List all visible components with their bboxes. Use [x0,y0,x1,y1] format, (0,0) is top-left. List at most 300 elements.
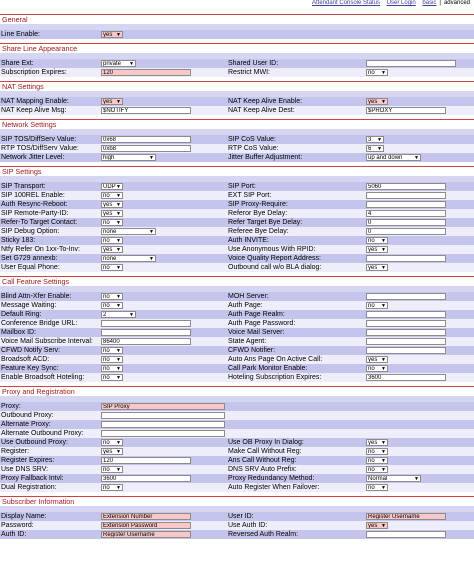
sip-port-label: SIP Port: [228,183,256,190]
nat-keep-alive-enable-label: NAT Keep Alive Enable: [228,98,303,105]
setting-row [0,254,474,263]
use-dns-srv-label: Use DNS SRV: [1,466,49,473]
use-outbound-proxy-select[interactable] [101,439,123,446]
restrict-mwi-label: Restrict MWI: [228,69,270,76]
user-id-input[interactable]: Register Username [366,513,446,520]
make-call-without-reg-select[interactable] [366,448,388,455]
reversed-auth-realm-cell [366,530,474,539]
network-jitter-level-label: Network Jitter Level: [1,154,65,161]
auth-resync-reboot-label: Auth Resync-Reboot: [1,201,68,208]
alternate-outbound-proxy-label: Alternate Outbound Proxy: [1,430,84,437]
use-ob-proxy-in-dialog-cell [366,438,474,447]
line-enable-value: yes [103,32,113,38]
sip-remote-party-id-label: SIP Remote-Party-ID: [1,210,69,217]
refer-target-bye-delay-cell [366,218,474,227]
use-dns-srv-select[interactable] [101,466,123,473]
sip-cos-value-label: SIP CoS Value: [228,136,276,143]
setting-row [0,346,474,355]
setting-row [0,373,474,382]
auto-ans-page-on-active-call-label: Auto Ans Page On Active Call: [228,356,323,363]
broadsoft-acd-cell [101,355,225,364]
restrict-mwi-select[interactable] [366,69,388,76]
proxy-fallback-intvl-cell [101,474,225,483]
jitter-buffer-adjustment-cell [366,153,474,162]
sip-transport-select[interactable] [101,183,123,190]
blind-attn-xfer-enable-label: Blind Attn-Xfer Enable: [1,293,72,300]
proxy-label: Proxy: [1,403,21,410]
cfwd-notifier-input[interactable] [366,347,446,354]
dns-srv-auto-prefix-select[interactable] [366,466,388,473]
setting-row [0,218,474,227]
network-jitter-level-value: high [103,155,115,161]
shared-user-id-label: Shared User ID: [228,60,279,67]
dropdown-arrow-icon: ▼ [116,294,121,300]
sip-100rel-enable-value: no [103,193,110,199]
call-park-monitor-enable-cell [366,364,474,373]
use-anonymous-with-rpid-select[interactable] [366,246,388,253]
dropdown-arrow-icon: ▼ [381,366,386,372]
voice-quality-report-address-label: Voice Quality Report Address: [228,255,321,262]
dropdown-arrow-icon: ▼ [116,32,121,38]
setting-row [0,245,474,254]
restrict-mwi-value: no [368,70,375,76]
nat-keep-alive-enable-select[interactable] [366,98,388,105]
referor-bye-delay-label: Referor Bye Delay: [228,210,288,217]
dropdown-arrow-icon: ▼ [116,366,121,372]
password-cell [101,521,225,530]
hoteling-subscription-expires-cell [366,373,474,382]
auth-page-realm-input[interactable] [366,311,446,318]
share-ext-label: Share Ext: [1,60,34,67]
set-g729-annexb-label: Set G729 annexb: [1,255,58,262]
use-auth-id-cell [366,521,474,530]
dual-registration-cell [101,483,225,492]
jitter-buffer-adjustment-select[interactable] [366,154,421,161]
broadsoft-acd-value: no [103,357,110,363]
auth-invite-value: no [368,238,375,244]
cfwd-notifier-cell [366,346,474,355]
alternate-proxy-label: Alternate Proxy: [1,421,51,428]
cfwd-notifier-label: CFWD Notifier: [228,347,276,354]
refer-target-bye-delay-input[interactable]: 0 [366,219,446,226]
proxy-fallback-intvl-input[interactable]: 3600 [101,475,191,482]
dns-srv-auto-prefix-label: DNS SRV Auto Prefix: [228,466,297,473]
auth-invite-label: Auth INVITE: [228,237,269,244]
use-anonymous-with-rpid-cell [366,245,474,254]
blind-attn-xfer-enable-select[interactable] [101,293,123,300]
nat-keep-alive-dest-label: NAT Keep Alive Dest: [228,107,295,114]
sip-cos-value-select[interactable] [366,136,384,143]
ans-call-without-reg-cell [366,456,474,465]
dns-srv-auto-prefix-cell [366,465,474,474]
subscription-expires-input[interactable]: 120 [101,69,191,76]
message-waiting-label: Message Waiting: [1,302,57,309]
use-auth-id-select[interactable] [366,522,388,529]
outbound-proxy-input[interactable] [101,412,225,419]
setting-row [0,68,474,77]
make-call-without-reg-cell [366,447,474,456]
auth-invite-cell [366,236,474,245]
auth-page-select[interactable] [366,302,388,309]
auth-id-cell [101,530,225,539]
dual-registration-label: Dual Registration: [1,484,57,491]
referor-bye-delay-input[interactable]: 4 [366,210,446,217]
setting-row [0,191,474,200]
default-ring-value: 2 [103,312,107,318]
display-name-label: Display Name: [1,513,47,520]
dual-registration-value: no [103,485,110,491]
nat-keep-alive-msg-cell [101,106,225,115]
referee-bye-delay-label: Referee Bye Delay: [228,228,289,235]
voice-mail-server-cell [366,328,474,337]
setting-row [0,292,474,301]
sip-port-input[interactable]: 5060 [366,183,446,190]
sticky-183-label: Sticky 183: [1,237,36,244]
dropdown-arrow-icon: ▼ [116,449,121,455]
setting-row [0,209,474,218]
cfwd-notify-serv-value: no [103,348,110,354]
setting-row [0,319,474,328]
section-header-subscriber-information: Subscriber Information [0,496,474,506]
setting-row [0,512,474,521]
user-login-link[interactable]: User Login [386,0,416,6]
rtp-tos-diffserv-value-cell [101,144,225,153]
dropdown-arrow-icon: ▼ [116,467,121,473]
rtp-tos-diffserv-value-label: RTP TOS/DiffServ Value: [1,145,79,152]
referee-bye-delay-cell [366,227,474,236]
feature-key-sync-label: Feature Key Sync: [1,365,59,372]
setting-row [0,200,474,209]
ans-call-without-reg-label: Ans Call Without Reg: [228,457,297,464]
dropdown-arrow-icon: ▼ [381,70,386,76]
dropdown-arrow-icon: ▼ [381,523,386,529]
subscription-expires-label: Subscription Expires: [1,69,67,76]
rtp-cos-value-value: 6 [368,146,372,152]
conference-bridge-url-input[interactable] [101,320,191,327]
default-ring-cell [101,310,225,319]
dropdown-arrow-icon: ▼ [116,202,121,208]
shared-user-id-input[interactable] [366,60,456,67]
use-auth-id-label: Use Auth ID: [228,522,268,529]
refer-to-target-contact-cell [101,218,225,227]
conference-bridge-url-cell [101,319,225,328]
dropdown-arrow-icon: ▼ [116,303,121,309]
register-label: Register: [1,448,30,455]
reversed-auth-realm-input[interactable] [366,531,446,538]
ntfy-refer-on-1xx-to-inv-label: Ntfy Refer On 1xx-To-Inv: [1,246,80,253]
nat-keep-alive-dest-input[interactable]: $PROXY [366,107,446,114]
ans-call-without-reg-value: no [368,458,375,464]
line-enable-select[interactable] [101,31,123,38]
password-input[interactable]: Extension Password [101,522,191,529]
setting-row [0,420,474,429]
dropdown-arrow-icon: ▼ [381,458,386,464]
setting-row [0,153,474,162]
alternate-proxy-cell [101,420,225,429]
setting-row [0,59,474,68]
outbound-proxy-label: Outbound Proxy: [1,412,54,419]
voice-mail-server-input[interactable] [366,329,446,336]
dropdown-arrow-icon: ▼ [116,357,121,363]
ntfy-refer-on-1xx-to-inv-cell [101,245,225,254]
use-ob-proxy-in-dialog-select[interactable] [366,439,388,446]
enable-broadsoft-hoteling-value: no [103,375,110,381]
setting-row [0,236,474,245]
voice-quality-report-address-cell [366,254,474,263]
set-g729-annexb-select[interactable] [101,255,156,262]
state-agent-input[interactable] [366,338,446,345]
setting-row [0,144,474,153]
dropdown-arrow-icon: ▼ [129,312,134,318]
network-jitter-level-select[interactable] [101,154,156,161]
setting-row [0,530,474,539]
outbound-call-w-o-bla-dialog-cell [366,263,474,272]
link-separator: | [439,0,441,6]
dropdown-arrow-icon: ▼ [377,137,382,143]
reversed-auth-realm-label: Reversed Auth Realm: [228,531,299,538]
hoteling-subscription-expires-input[interactable]: 3600 [366,374,446,381]
top-links [307,0,470,6]
setting-row [0,310,474,319]
sip-remote-party-id-cell [101,209,225,218]
auto-ans-page-on-active-call-value: yes [368,357,378,363]
sip-cos-value-value: 3 [368,137,372,143]
auth-page-password-input[interactable] [366,320,446,327]
feature-key-sync-cell [101,364,225,373]
user-equal-phone-cell [101,263,225,272]
user-equal-phone-select[interactable] [101,264,123,271]
setting-row [0,355,474,364]
sip-tos-diffserv-value-cell [101,135,225,144]
auto-register-when-failover-select[interactable] [366,484,388,491]
outbound-call-w-o-bla-dialog-label: Outbound call w/o BLA dialog: [228,264,322,271]
moh-server-input[interactable] [366,293,446,300]
setting-row [0,227,474,236]
share-ext-select[interactable] [101,60,136,67]
section-header-general: General [0,14,474,24]
sip-debug-option-label: SIP Debug Option: [1,228,60,235]
dual-registration-select[interactable] [101,484,123,491]
dropdown-arrow-icon: ▼ [116,265,121,271]
sip-proxy-require-input[interactable] [366,201,446,208]
setting-row [0,263,474,272]
referor-bye-delay-cell [366,209,474,218]
auth-page-label: Auth Page: [228,302,263,309]
sip-remote-party-id-select[interactable] [101,210,123,217]
refer-to-target-contact-label: Refer-To Target Contact: [1,219,78,226]
cfwd-notify-serv-cell [101,346,225,355]
sticky-183-value: no [103,238,110,244]
make-call-without-reg-label: Make Call Without Reg: [228,448,302,455]
dropdown-arrow-icon: ▼ [116,193,121,199]
ans-call-without-reg-select[interactable] [366,457,388,464]
dropdown-arrow-icon: ▼ [381,238,386,244]
call-park-monitor-enable-select[interactable] [366,365,388,372]
sticky-183-select[interactable] [101,237,123,244]
basic-link[interactable]: basic [422,0,437,6]
auth-invite-select[interactable] [366,237,388,244]
sip-cos-value-cell [366,135,474,144]
section-header-proxy-and-registration: Proxy and Registration [0,386,474,396]
sip-proxy-require-cell [366,200,474,209]
shared-user-id-cell [366,59,474,68]
rtp-cos-value-cell [366,144,474,153]
dropdown-arrow-icon: ▼ [116,238,121,244]
set-g729-annexb-cell [101,254,225,263]
sip-debug-option-value: none [103,229,117,235]
setting-row [0,337,474,346]
auth-id-input[interactable]: Register Username [101,531,191,538]
message-waiting-value: no [103,303,110,309]
section-header-share-line-appearance: Share Line Appearance [0,43,474,53]
call-park-monitor-enable-value: no [368,366,375,372]
section-header-network-settings: Network Settings [0,119,474,129]
register-select[interactable] [101,448,123,455]
voice-mail-subscribe-interval-cell [101,337,225,346]
dropdown-arrow-icon: ▼ [116,485,121,491]
nat-keep-alive-msg-label: NAT Keep Alive Msg: [1,107,67,114]
call-park-monitor-enable-label: Call Park Monitor Enable: [228,365,308,372]
advanced-label: advanced [443,0,470,6]
dropdown-arrow-icon: ▼ [381,440,386,446]
dropdown-arrow-icon: ▼ [381,357,386,363]
alternate-outbound-proxy-input[interactable] [101,430,225,437]
broadsoft-acd-select[interactable] [101,356,123,363]
hoteling-subscription-expires-label: Hoteling Subscription Expires: [228,374,322,381]
refer-to-target-contact-select[interactable] [101,219,123,226]
nat-keep-alive-msg-input[interactable]: $NOTIFY [101,107,191,114]
setting-row [0,447,474,456]
proxy-input[interactable]: SIP Proxy [101,403,225,410]
voice-mail-subscribe-interval-input[interactable]: 86400 [101,338,191,345]
nat-keep-alive-enable-value: yes [368,99,378,105]
alternate-proxy-input[interactable] [101,421,225,428]
use-dns-srv-value: no [103,467,110,473]
dropdown-arrow-icon: ▼ [149,155,154,161]
network-jitter-level-cell [101,153,225,162]
user-id-label: User ID: [228,513,254,520]
sip-debug-option-select[interactable] [101,228,156,235]
sip-100rel-enable-select[interactable] [101,192,123,199]
feature-key-sync-select[interactable] [101,365,123,372]
auth-page-value: no [368,303,375,309]
register-value: yes [103,449,113,455]
sip-remote-party-id-value: yes [103,211,113,217]
voice-mail-server-label: Voice Mail Server: [228,329,285,336]
sip-transport-value: UDP [103,184,116,190]
auth-page-password-cell [366,319,474,328]
outbound-call-w-o-bla-dialog-value: yes [368,265,378,271]
auth-resync-reboot-cell [101,200,225,209]
sip-100rel-enable-label: SIP 100REL Enable: [1,192,65,199]
setting-row [0,402,474,411]
auto-ans-page-on-active-call-select[interactable] [366,356,388,363]
default-ring-label: Default Ring: [1,311,42,318]
auto-register-when-failover-value: no [368,485,375,491]
ntfy-refer-on-1xx-to-inv-select[interactable] [101,246,123,253]
nat-mapping-enable-value: yes [103,99,113,105]
nat-mapping-enable-label: NAT Mapping Enable: [1,98,69,105]
restrict-mwi-cell [366,68,474,77]
display-name-input[interactable]: Extension Number [101,513,191,520]
voice-quality-report-address-input[interactable] [366,255,446,262]
referee-bye-delay-input[interactable]: 0 [366,228,446,235]
message-waiting-select[interactable] [101,302,123,309]
auto-register-when-failover-cell [366,483,474,492]
setting-row [0,474,474,483]
enable-broadsoft-hoteling-label: Enable Broadsoft Hoteling: [1,374,85,381]
blind-attn-xfer-enable-value: no [103,294,110,300]
proxy-redundancy-method-label: Proxy Redundancy Method: [228,475,315,482]
section-header-nat-settings: NAT Settings [0,81,474,91]
dropdown-arrow-icon: ▼ [116,99,121,105]
rtp-tos-diffserv-value-input[interactable]: 0xb8 [101,145,191,152]
auto-ans-page-on-active-call-cell [366,355,474,364]
auth-id-label: Auth ID: [1,531,27,538]
nat-mapping-enable-select[interactable] [101,98,123,105]
auth-resync-reboot-select[interactable] [101,201,123,208]
setting-row [0,465,474,474]
sip-debug-option-cell [101,227,225,236]
refer-target-bye-delay-label: Refer Target Bye Delay: [228,219,303,226]
dropdown-arrow-icon: ▼ [116,375,121,381]
cfwd-notify-serv-select[interactable] [101,347,123,354]
default-ring-select[interactable] [101,311,136,318]
dropdown-arrow-icon: ▼ [381,467,386,473]
sip-port-cell [366,182,474,191]
dropdown-arrow-icon: ▼ [149,229,154,235]
sip-tos-diffserv-value-input[interactable]: 0x68 [101,136,191,143]
setting-row [0,429,474,438]
attendant-console-status-link[interactable]: Attendant Console Status [311,0,381,6]
rtp-cos-value-select[interactable] [366,145,384,152]
register-expires-label: Register Expires: [1,457,55,464]
line-enable-label: Line Enable: [1,31,40,38]
setting-row [0,483,474,492]
share-ext-value: private [103,61,122,67]
blind-attn-xfer-enable-cell [101,292,225,301]
ntfy-refer-on-1xx-to-inv-value: yes [103,247,113,253]
section-header-sip-settings: SIP Settings [0,166,474,176]
proxy-redundancy-method-cell [366,474,474,483]
dropdown-arrow-icon: ▼ [116,247,121,253]
dropdown-arrow-icon: ▼ [414,476,419,482]
setting-row [0,438,474,447]
use-ob-proxy-in-dialog-label: Use OB Proxy In Dialog: [228,439,304,446]
display-name-cell [101,512,225,521]
dropdown-arrow-icon: ▼ [116,348,121,354]
outbound-call-w-o-bla-dialog-select[interactable] [366,264,388,271]
mailbox-id-input[interactable] [101,329,191,336]
use-anonymous-with-rpid-value: yes [368,247,378,253]
dropdown-arrow-icon: ▼ [129,61,134,67]
sip-transport-cell [101,182,225,191]
line-settings-form [0,10,474,539]
rtp-cos-value-label: RTP CoS Value: [228,145,279,152]
message-waiting-cell [101,301,225,310]
sip-proxy-require-label: SIP Proxy-Require: [228,201,288,208]
use-outbound-proxy-cell [101,438,225,447]
use-outbound-proxy-value: no [103,440,110,446]
ext-sip-port-input[interactable] [366,192,446,199]
setting-row [0,328,474,337]
proxy-redundancy-method-select[interactable] [366,475,421,482]
outbound-proxy-cell [101,411,225,420]
auth-page-realm-cell [366,310,474,319]
enable-broadsoft-hoteling-select[interactable] [101,374,123,381]
register-expires-input[interactable]: 120 [101,457,191,464]
dropdown-arrow-icon: ▼ [116,440,121,446]
